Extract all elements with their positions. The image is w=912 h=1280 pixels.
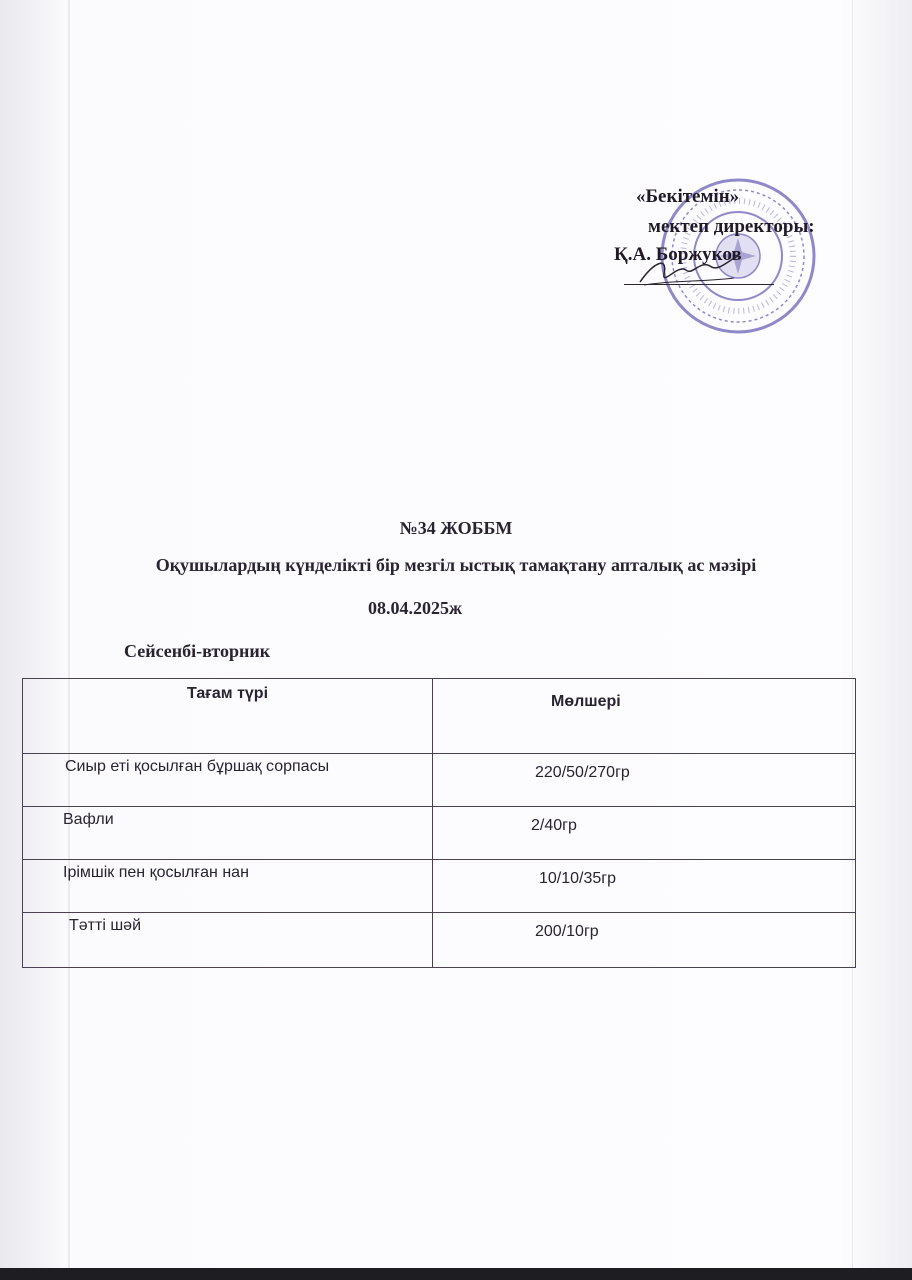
director-signature [634, 252, 744, 292]
dish-cell: Тәтті шәй [23, 913, 433, 968]
table-row [23, 807, 856, 860]
menu-table [22, 678, 856, 968]
column-header-quantity: Мөлшері [433, 679, 856, 754]
dish-cell: Сиыр еті қосылған бұршақ сорпасы [23, 754, 433, 807]
quantity-cell: 200/10гр [433, 913, 856, 968]
menu-day: Сейсенбі-вторник [124, 641, 271, 661]
approval-role: мектеп директоры: [648, 216, 815, 237]
quantity-cell: 10/10/35гр [433, 860, 856, 913]
scan-bottom-edge [0, 1268, 912, 1280]
column-header-dish: Тағам түрі [23, 679, 433, 754]
approval-name: Қ.А. Боржуков [614, 244, 742, 265]
menu-date: 08.04.2025ж [368, 598, 463, 618]
table-header-row [23, 679, 856, 754]
table-row [23, 913, 856, 968]
school-name: №34 ЖОББМ [399, 518, 513, 538]
table-row [23, 754, 856, 807]
signature-line [624, 284, 774, 285]
dish-cell: Вафли [23, 807, 433, 860]
approval-title: «Бекітемін» [636, 186, 740, 207]
table-row [23, 860, 856, 913]
paper-fold-left [68, 0, 70, 1280]
paper-fold-right [852, 0, 853, 1280]
dish-cell: Ірімшік пен қосылған нан [23, 860, 433, 913]
menu-heading: Оқушылардың күнделікті бір мезгіл ыстық тамақтану апталық ас мәзірі [155, 555, 757, 575]
quantity-cell: 2/40гр [433, 807, 856, 860]
quantity-cell: 220/50/270гр [433, 754, 856, 807]
